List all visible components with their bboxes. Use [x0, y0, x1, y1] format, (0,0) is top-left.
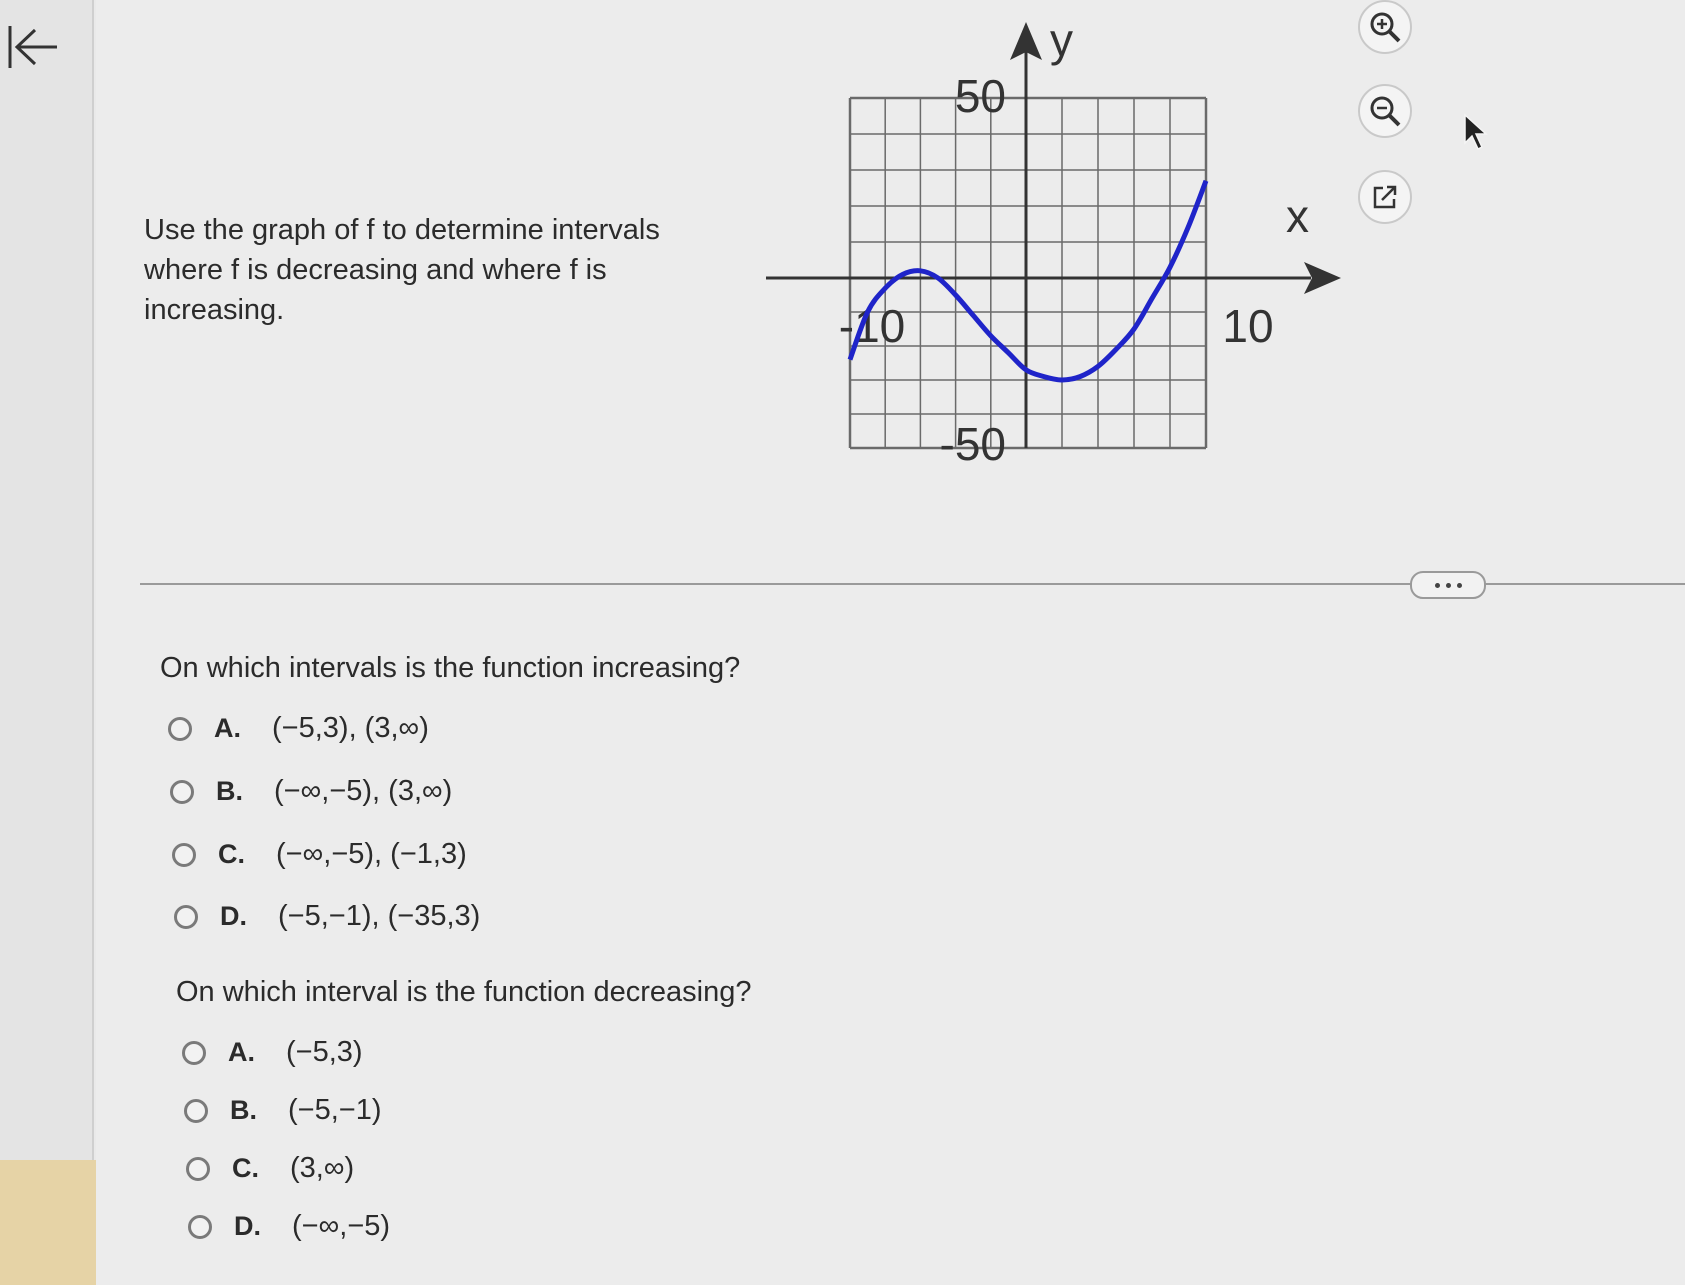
tick-label-x-left: -10: [838, 300, 906, 352]
option-letter: B.: [230, 1095, 257, 1125]
question-increasing: On which intervals is the function increasing?: [160, 652, 741, 684]
increasing-option-c[interactable]: [172, 838, 467, 871]
zoom-in-icon: [1368, 10, 1402, 44]
option-letter: C.: [218, 839, 245, 869]
option-letter: A.: [214, 713, 241, 743]
tick-label-y-bottom: -50: [939, 418, 1006, 470]
radio-button[interactable]: [170, 780, 194, 804]
dot: [1457, 583, 1462, 588]
mouse-cursor-icon: [1463, 113, 1491, 153]
increasing-option-d[interactable]: [174, 900, 480, 933]
back-button[interactable]: [4, 18, 62, 76]
option-text: (−5,−1), (−35,3): [278, 900, 481, 932]
function-graph: [766, 0, 1386, 480]
problem-prompt: Use the graph of f to determine intervals where f is decreasing and where f is increasing.: [144, 214, 660, 326]
decreasing-option-c[interactable]: [186, 1152, 354, 1185]
x-axis-label: x: [1286, 190, 1309, 242]
back-arrow-icon: [7, 22, 59, 72]
more-options-button[interactable]: [1410, 571, 1486, 599]
option-letter: C.: [232, 1153, 259, 1183]
decreasing-option-a[interactable]: [182, 1036, 363, 1069]
option-text: (−5,3), (3,∞): [272, 712, 429, 744]
dot: [1446, 583, 1451, 588]
option-text: (3,∞): [290, 1152, 355, 1184]
y-axis-label: y: [1050, 14, 1073, 66]
open-in-new-window-button[interactable]: [1358, 170, 1412, 224]
option-text: (−∞,−5): [292, 1210, 391, 1242]
option-letter: D.: [220, 901, 247, 931]
decreasing-option-b[interactable]: [184, 1094, 382, 1127]
option-text: (−∞,−5), (3,∞): [274, 775, 453, 807]
option-letter: B.: [216, 776, 243, 806]
zoom-out-icon: [1368, 94, 1402, 128]
dot: [1435, 583, 1440, 588]
radio-button[interactable]: [182, 1041, 206, 1065]
radio-button[interactable]: [188, 1215, 212, 1239]
radio-button[interactable]: [168, 717, 192, 741]
question-panel: [96, 0, 1685, 1285]
option-text: (−∞,−5), (−1,3): [276, 838, 467, 870]
radio-button[interactable]: [184, 1099, 208, 1123]
increasing-option-a[interactable]: [168, 712, 429, 745]
radio-button[interactable]: [172, 843, 196, 867]
option-letter: D.: [234, 1211, 261, 1241]
zoom-out-button[interactable]: [1358, 84, 1412, 138]
left-sidebar: [0, 0, 94, 1285]
tick-label-y-top: 50: [954, 70, 1006, 122]
question-decreasing: On which interval is the function decreasing?: [176, 976, 752, 1008]
tick-label-x-right: 10: [1222, 300, 1274, 352]
external-link-icon: [1370, 182, 1400, 212]
option-text: (−5,−1): [288, 1094, 382, 1126]
option-text: (−5,3): [286, 1036, 363, 1068]
radio-button[interactable]: [174, 905, 198, 929]
increasing-option-b[interactable]: [170, 775, 452, 808]
decreasing-option-d[interactable]: [188, 1210, 390, 1243]
radio-button[interactable]: [186, 1157, 210, 1181]
option-letter: A.: [228, 1037, 255, 1067]
zoom-in-button[interactable]: [1358, 0, 1412, 54]
